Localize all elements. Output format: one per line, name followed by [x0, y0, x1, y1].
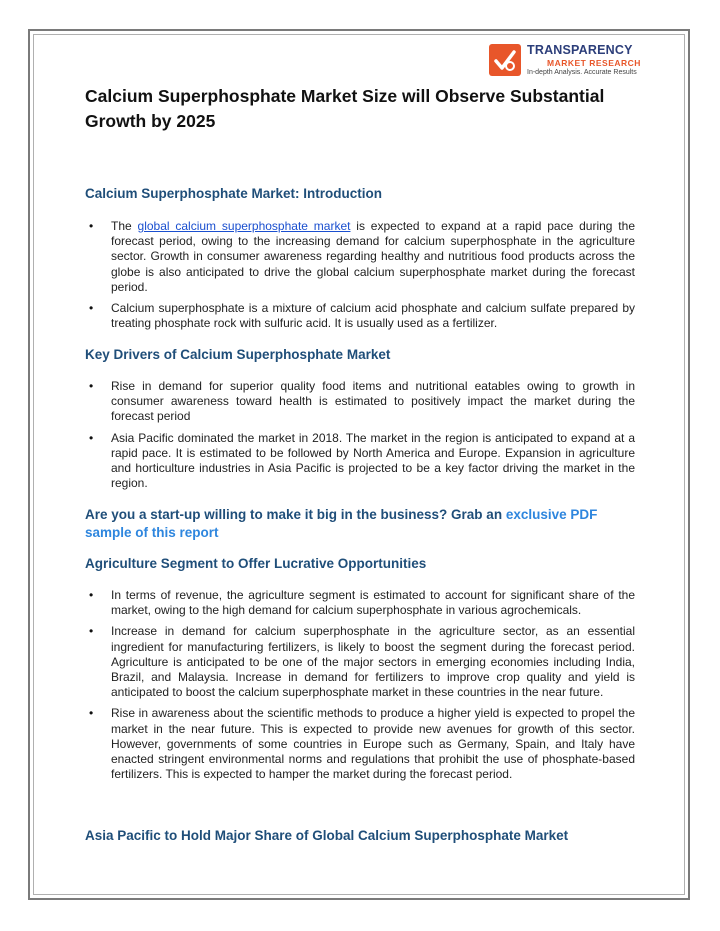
bullet-icon: • — [89, 379, 94, 393]
logo-tagline: In-depth Analysis. Accurate Results — [527, 69, 637, 76]
list-item — [85, 379, 635, 425]
list-item — [85, 219, 635, 295]
bullet-icon: • — [89, 588, 94, 602]
list-item — [85, 706, 635, 782]
company-logo[interactable] — [489, 44, 641, 80]
cta-paragraph — [85, 506, 637, 542]
heading-asia-pacific: Asia Pacific to Hold Major Share of Global Calcium Superphosphate Market — [85, 828, 569, 843]
bullet-text: In terms of revenue, the agriculture segment is estimated to account for significant share of the market, owing to the high demand for calcium superphosphate in various agrochemicals. — [111, 588, 635, 618]
logo-mark-icon — [489, 44, 521, 76]
list-agriculture — [85, 588, 635, 788]
bullet-text: Asia Pacific dominated the market in 2018. The market in the region is anticipated to expand at a rapid pace. It is estimated to be followed by North America and Europe. Expansion in agriculture and horticulture industries in Asia Pacific is projected to be a key factor driving the market in the region. — [111, 430, 635, 491]
pdf-sample-link[interactable]: exclusive PDF sample of this report — [85, 507, 598, 540]
bullet-text-pre: The — [111, 219, 138, 233]
list-item — [85, 301, 635, 331]
heading-agriculture: Agriculture Segment to Offer Lucrative Opportunities — [85, 556, 427, 571]
bullet-text: Rise in awareness about the scientific methods to produce a higher yield is expected to propel the market in the near future. This is expected to provide new avenues for growth of this sector. However, governments of some countries in Europe such as Germany, Spain, and Italy have enacted stringent environmental norms and regulations that prohibit the use of phosphate-based fertilizers. This is expected to hamper the market during the forecast period. — [111, 706, 635, 782]
list-introduction — [85, 219, 635, 337]
heading-key-drivers: Key Drivers of Calcium Superphosphate Market — [85, 347, 391, 362]
bullet-icon: • — [89, 430, 94, 445]
page-title: Calcium Superphosphate Market Size will Observe Substantial Growth by 2025 — [85, 86, 605, 131]
bullet-text: Calcium superphosphate is a mixture of calcium acid phosphate and calcium sulfate prepared by treating phosphate rock with sulfuric acid. It is usually used as a fertilizer. — [111, 301, 635, 331]
list-item — [85, 588, 635, 618]
bullet-text: Increase in demand for calcium superphosphate in the agriculture sector, as an essential ingredient for manufacturing fertilizers, is likely to boost the segment during the forecast period. Agriculture is anticipated to be one of the major sectors in emerging economies including India, Brazil, and Malaysia. Increase in demand for fertilizers to improve crop quality and yield is anticipated to boost the calcium superphosphate market in these countries in the near future. — [111, 624, 635, 700]
list-key-drivers — [85, 379, 635, 497]
bullet-icon: • — [89, 624, 94, 639]
logo-line-1: TRANSPARENCY — [527, 43, 633, 57]
bullet-icon: • — [89, 706, 94, 721]
market-report-link[interactable]: global calcium superphosphate market — [137, 219, 351, 233]
bullet-text-post: is expected to expand at a rapid pace during the forecast period, owing to the increasing demand for calcium superphosphate in the agriculture sector. Growth in consumer awareness regarding healthy and nutritious food products across the globe is also anticipated to drive the global calcium superphosphate market during the forecast period. — [111, 219, 635, 294]
bullet-text: Rise in demand for superior quality food items and nutritional eatables owing to growth in consumer awareness toward health is estimated to positively impact the market during the forecast period — [111, 379, 635, 424]
bullet-icon: • — [89, 301, 94, 316]
logo-line-2: MARKET RESEARCH — [547, 58, 641, 68]
bullet-icon: • — [89, 219, 94, 233]
list-item — [85, 431, 635, 492]
cta-text: Are you a start-up willing to make it big in the business? Grab an — [85, 507, 506, 522]
list-item — [85, 624, 635, 700]
heading-introduction: Calcium Superphosphate Market: Introduction — [85, 186, 383, 201]
